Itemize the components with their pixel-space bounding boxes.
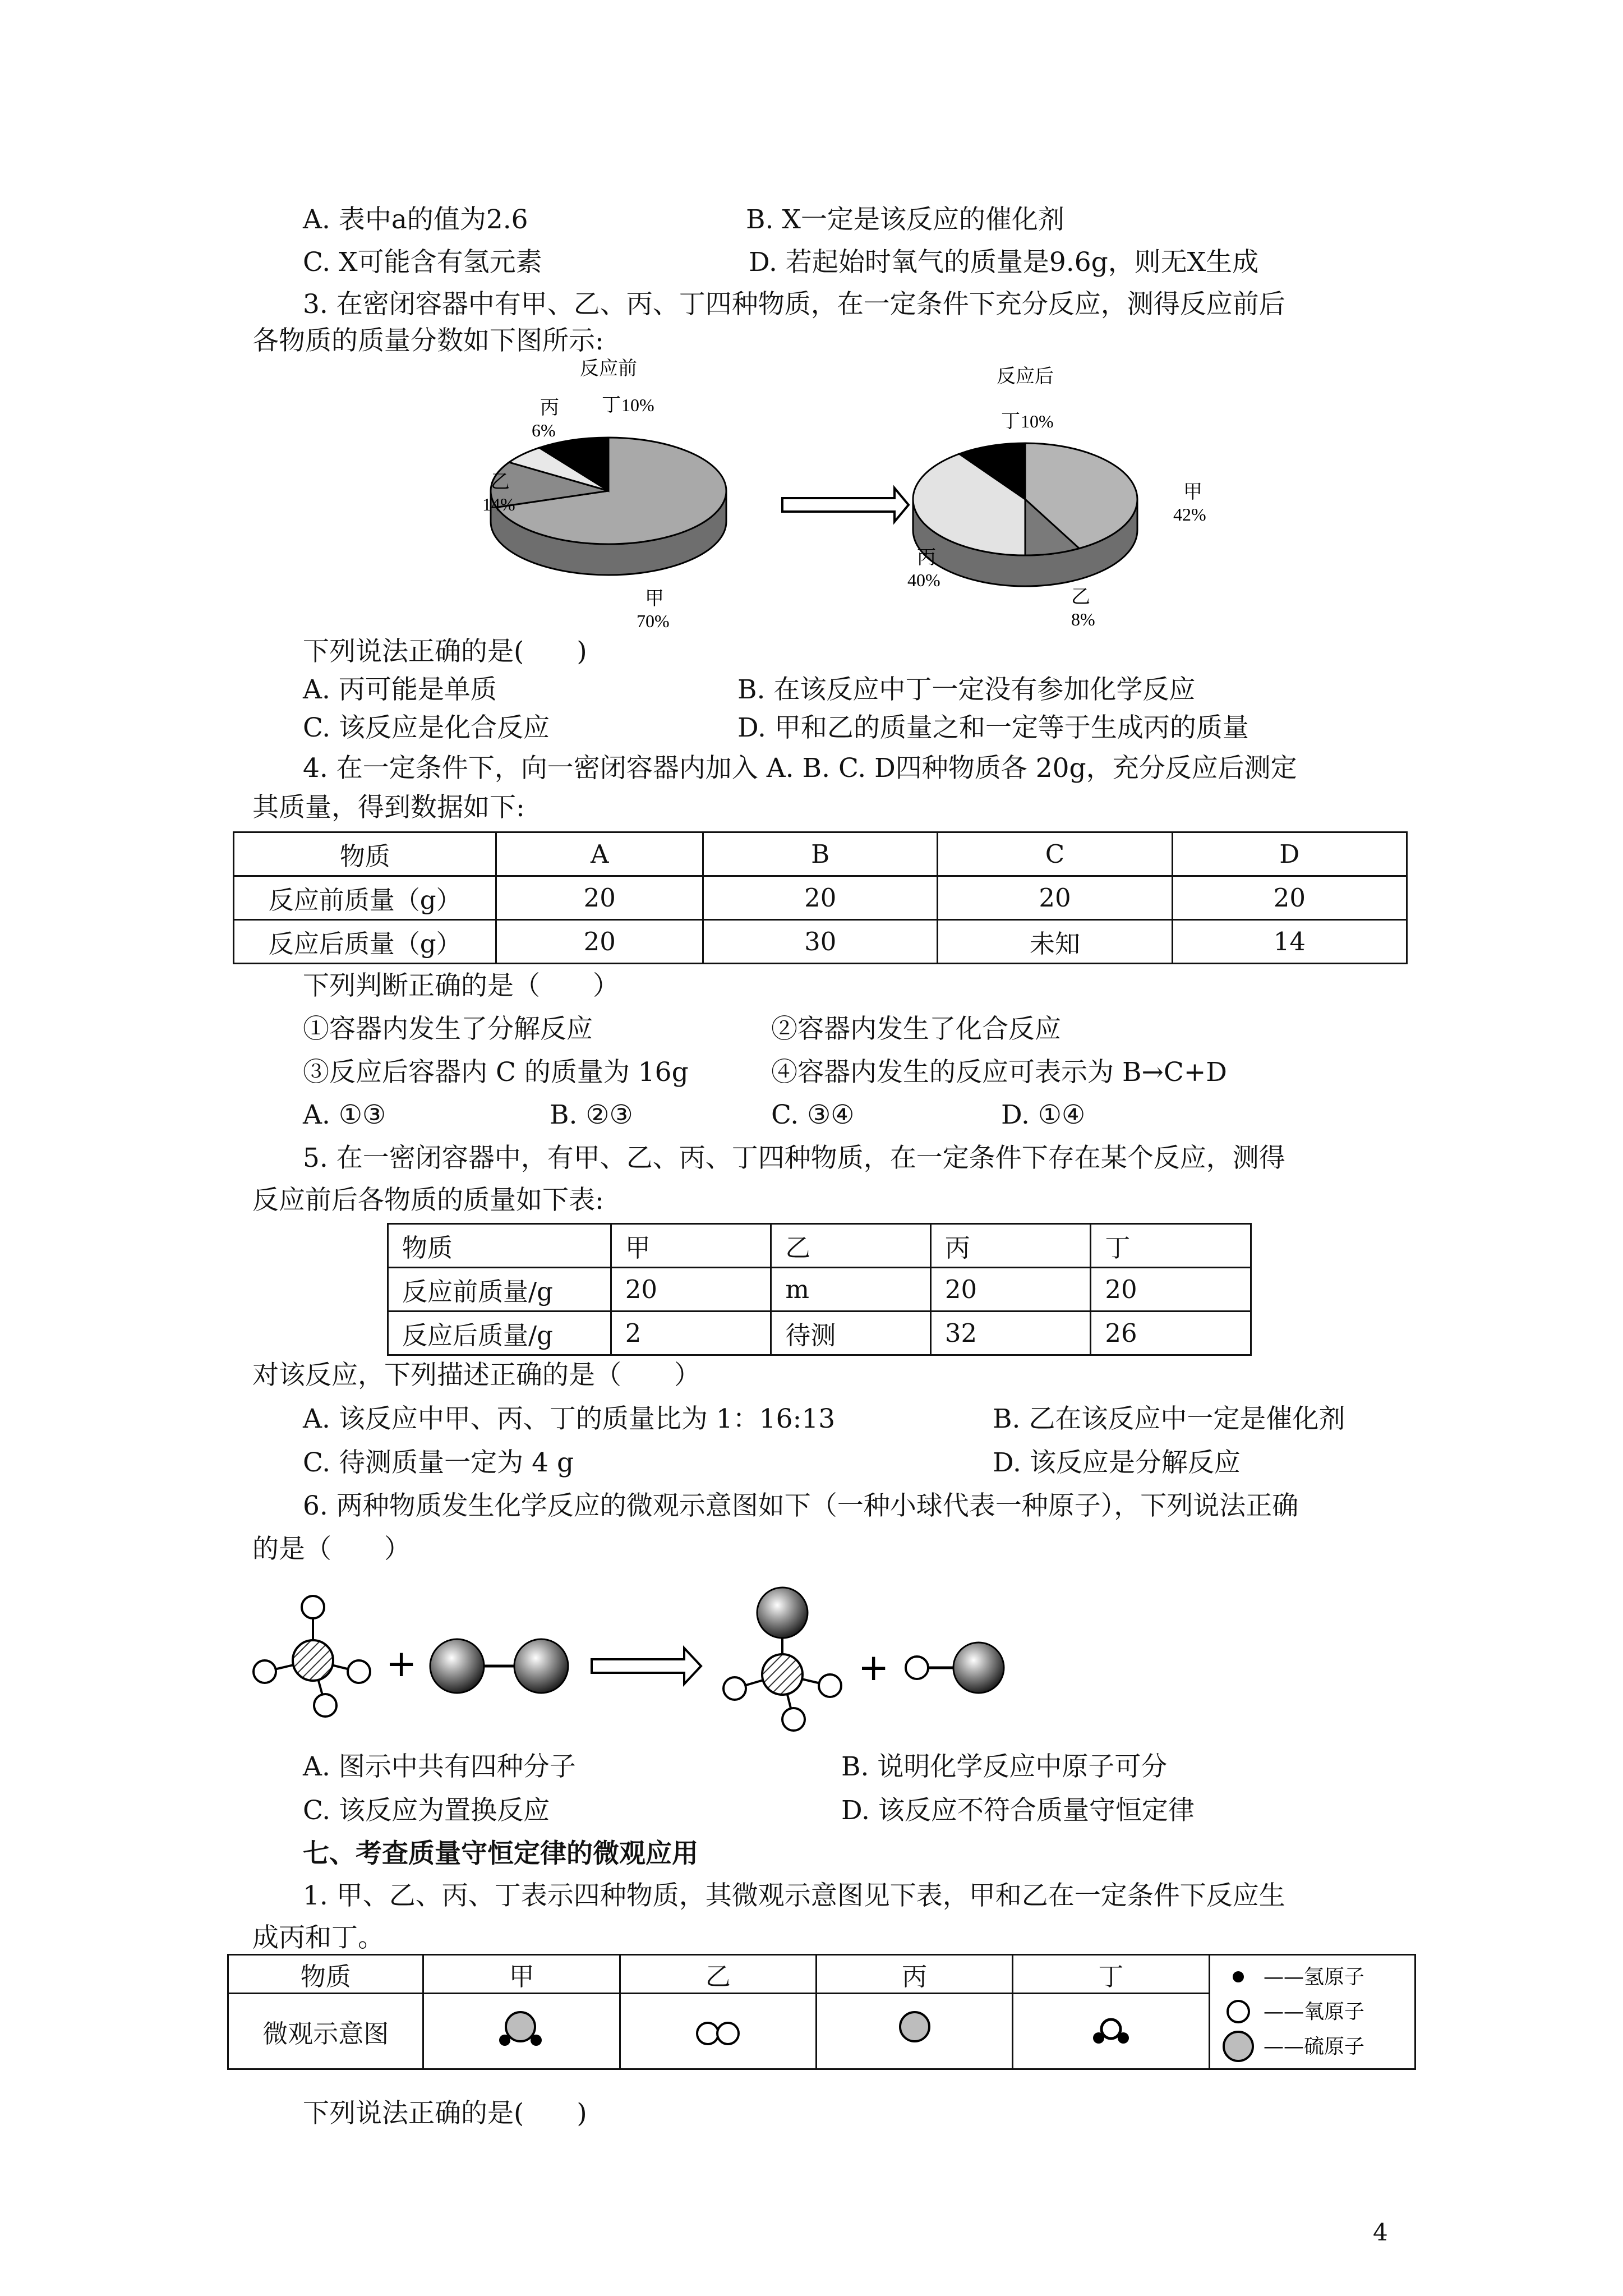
- q6-stem-line1: 6. 两种物质发生化学反应的微观示意图如下（一种小球代表一种原子），下列说法正确: [303, 1490, 1299, 1521]
- table-cell: m: [771, 1268, 930, 1312]
- table-cell: 微观示意图: [228, 1994, 423, 2069]
- q2-option-b: B. X一定是该反应的催化剂: [746, 204, 1064, 235]
- table-row: [234, 876, 1407, 920]
- q6-option-a: A. 图示中共有四种分子: [303, 1751, 576, 1782]
- pie-after-value-jia: 42%: [1173, 504, 1206, 524]
- table-header-cell: 丁: [1013, 1955, 1209, 1994]
- table-row: [388, 1268, 1251, 1312]
- pie-before-title: 反应前: [580, 358, 637, 379]
- hydrogen-atom-icon: [1233, 1971, 1244, 1982]
- reaction-arrow: [782, 488, 909, 522]
- pie-after-title: 反应后: [997, 366, 1054, 387]
- sulfur-atom-icon: [1224, 2032, 1253, 2061]
- table-header-row: [388, 1224, 1251, 1268]
- pie-after-value-ding: 10%: [1021, 411, 1054, 431]
- pie-before-label-bing: 丙: [540, 398, 559, 418]
- table-cell: 14: [1172, 920, 1407, 964]
- table-cell: 20: [496, 876, 703, 920]
- table-header-cell: 丁: [1091, 1224, 1251, 1268]
- molecule-bing-cell: [817, 1994, 1013, 2069]
- q4-stem-line1: 4. 在一定条件下，向一密闭容器内加入 A. B. C. D四种物质各 20g，充分反应后测定: [303, 753, 1297, 784]
- q3-stem-line2: 各物质的质量分数如下图所示:: [252, 325, 604, 356]
- pie-before-value-ding: 10%: [621, 395, 654, 415]
- table-cell: 20: [930, 1268, 1091, 1312]
- h2o-molecule-icon: [1077, 2003, 1145, 2054]
- table-cell: 反应前质量/g: [388, 1268, 611, 1312]
- q5-stem-line2: 反应前后各物质的质量如下表:: [252, 1185, 604, 1216]
- q4-prompt: 下列判断正确的是（ ）: [303, 970, 619, 1001]
- q4-statement-3: ③反应后容器内 C 的质量为 16g: [303, 1057, 689, 1088]
- table-cell: 反应后质量/g: [388, 1312, 611, 1355]
- q2-option-d: D. 若起始时氧气的质量是9.6g，则无X生成: [749, 247, 1259, 278]
- pie-after-value-bing: 40%: [907, 570, 940, 590]
- table-header-row: [228, 1955, 1415, 1994]
- section-heading: 七、考查质量守恒定律的微观应用: [303, 1838, 698, 1869]
- q6-option-b: B. 说明化学反应中原子可分: [841, 1751, 1168, 1782]
- legend-cell: [1209, 1955, 1415, 2069]
- table-cell: 30: [703, 920, 938, 964]
- table-header-cell: A: [496, 832, 703, 876]
- q5-option-b: B. 乙在该反应中一定是催化剂: [993, 1404, 1345, 1434]
- reactant-molecule-2: [430, 1639, 568, 1693]
- q4-option-b: B. ②③: [550, 1099, 633, 1130]
- q4-stem-line2: 其质量，得到数据如下:: [252, 792, 525, 823]
- table-header-cell: 物质: [234, 832, 496, 876]
- table-header-cell: 物质: [228, 1955, 423, 1994]
- table-cell: 反应后质量（g）: [234, 920, 496, 964]
- s7-micro-table: [227, 1954, 1416, 2070]
- reactant-molecule-1: [253, 1596, 370, 1717]
- table-header-cell: B: [703, 832, 938, 876]
- table-cell: 20: [938, 876, 1172, 920]
- q4-statement-2: ②容器内发生了化合反应: [771, 1014, 1061, 1045]
- q5-prompt: 对该反应，下列描述正确的是（ ）: [252, 1360, 700, 1391]
- table-cell: 20: [1091, 1268, 1251, 1312]
- atom-legend: [1221, 1955, 1401, 2062]
- table-cell: 26: [1091, 1312, 1251, 1355]
- q6-option-c: C. 该反应为置换反应: [303, 1795, 550, 1826]
- pie-chart-before: [491, 438, 726, 575]
- q5-data-table: [387, 1223, 1252, 1356]
- plus-sign: +: [386, 1642, 417, 1685]
- table-header-cell: 甲: [423, 1955, 620, 1994]
- table-row: [234, 920, 1407, 964]
- q5-stem-line1: 5. 在一密闭容器中，有甲、乙、丙、丁四种物质，在一定条件下存在某个反应，测得: [303, 1143, 1285, 1174]
- q6-option-d: D. 该反应不符合质量守恒定律: [841, 1795, 1195, 1826]
- q3-stem-line1: 3. 在密闭容器中有甲、乙、丙、丁四种物质，在一定条件下充分反应，测得反应前后: [303, 289, 1285, 320]
- pie-before-label-ding: 丁: [602, 395, 621, 416]
- table-cell: 20: [703, 876, 938, 920]
- table-header-cell: 丙: [817, 1955, 1013, 1994]
- pie-chart-after: [913, 443, 1137, 586]
- q6-stem-line2: 的是（ ）: [252, 1534, 411, 1565]
- reaction-diagram: [241, 1576, 1026, 1745]
- q3-option-b: B. 在该反应中丁一定没有参加化学反应: [737, 674, 1196, 705]
- table-header-cell: C: [938, 832, 1172, 876]
- pie-after-label-bing: 丙: [917, 547, 936, 568]
- table-header-row: [234, 832, 1407, 876]
- pie-before-value-yi: 14%: [482, 494, 515, 514]
- q3-option-a: A. 丙可能是单质: [303, 674, 497, 705]
- oxygen-atom-icon: [1228, 2001, 1249, 2022]
- s7-prompt: 下列说法正确的是( ): [303, 2098, 587, 2129]
- table-header-cell: 丙: [930, 1224, 1091, 1268]
- s7-stem-line1: 1. 甲、乙、丙、丁表示四种物质，其微观示意图见下表，甲和乙在一定条件下反应生: [303, 1880, 1285, 1911]
- reaction-arrow: [592, 1648, 701, 1684]
- o2-molecule-icon: [684, 2003, 751, 2054]
- page-number: 4: [1373, 2219, 1388, 2246]
- pie-before-value-jia: 70%: [637, 611, 670, 631]
- q4-option-d: D. ①④: [1001, 1099, 1086, 1130]
- table-row: [388, 1312, 1251, 1355]
- pie-after-label-ding: 丁: [1001, 411, 1020, 432]
- table-cell: 20: [496, 920, 703, 964]
- table-cell: 20: [611, 1268, 771, 1312]
- q3-prompt: 下列说法正确的是( ): [303, 636, 587, 667]
- table-cell: 2: [611, 1312, 771, 1355]
- pie-after-label-yi: 乙: [1071, 587, 1090, 608]
- pie-after-value-yi: 8%: [1071, 609, 1095, 629]
- pie-before-label-yi: 乙: [491, 472, 510, 493]
- table-header-cell: 乙: [620, 1955, 816, 1994]
- q5-option-c: C. 待测质量一定为 4 g: [303, 1447, 574, 1478]
- q5-option-d: D. 该反应是分解反应: [993, 1447, 1241, 1478]
- q4-option-c: C. ③④: [771, 1099, 855, 1130]
- h2s-molecule-icon: [488, 2003, 555, 2054]
- legend-hydrogen: ——氢原子: [1263, 1966, 1364, 1989]
- table-header-cell: D: [1172, 832, 1407, 876]
- q3-option-d: D. 甲和乙的质量之和一定等于生成丙的质量: [737, 712, 1249, 743]
- pie-after-label-jia: 甲: [1183, 482, 1202, 503]
- molecule-yi-cell: [620, 1994, 816, 2069]
- molecule-jia-cell: [423, 1994, 620, 2069]
- pie-before-label-jia: 甲: [645, 588, 664, 609]
- table-header-cell: 乙: [771, 1224, 930, 1268]
- q2-option-c: C. X可能含有氢元素: [303, 247, 542, 278]
- s7-stem-line2: 成丙和丁。: [252, 1922, 384, 1953]
- q4-statement-1: ①容器内发生了分解反应: [303, 1014, 593, 1045]
- q3-option-c: C. 该反应是化合反应: [303, 712, 550, 743]
- product-molecule-1: [723, 1588, 841, 1731]
- table-cell: 反应前质量（g）: [234, 876, 496, 920]
- product-molecule-2: [906, 1642, 1004, 1693]
- plus-sign: +: [858, 1646, 889, 1689]
- table-header-cell: 物质: [388, 1224, 611, 1268]
- molecule-ding-cell: [1013, 1994, 1209, 2069]
- pie-charts-figure: [460, 348, 1256, 639]
- table-cell: 20: [1172, 876, 1407, 920]
- table-cell: 待测: [771, 1312, 930, 1355]
- q4-option-a: A. ①③: [303, 1099, 386, 1130]
- q4-statement-4: ④容器内发生的反应可表示为 B→C+D: [771, 1057, 1227, 1088]
- q2-option-a: A. 表中a的值为2.6: [303, 204, 528, 235]
- sulfur-molecule-icon: [881, 2003, 948, 2054]
- table-cell: 未知: [938, 920, 1172, 964]
- table-cell: 32: [930, 1312, 1091, 1355]
- table-header-cell: 甲: [611, 1224, 771, 1268]
- q5-option-a: A. 该反应中甲、丙、丁的质量比为 1：16:13: [303, 1404, 836, 1434]
- pie-before-value-bing: 6%: [532, 420, 556, 440]
- legend-sulfur: ——硫原子: [1263, 2035, 1364, 2058]
- legend-oxygen: ——氧原子: [1263, 2000, 1364, 2023]
- q4-data-table: [233, 831, 1408, 964]
